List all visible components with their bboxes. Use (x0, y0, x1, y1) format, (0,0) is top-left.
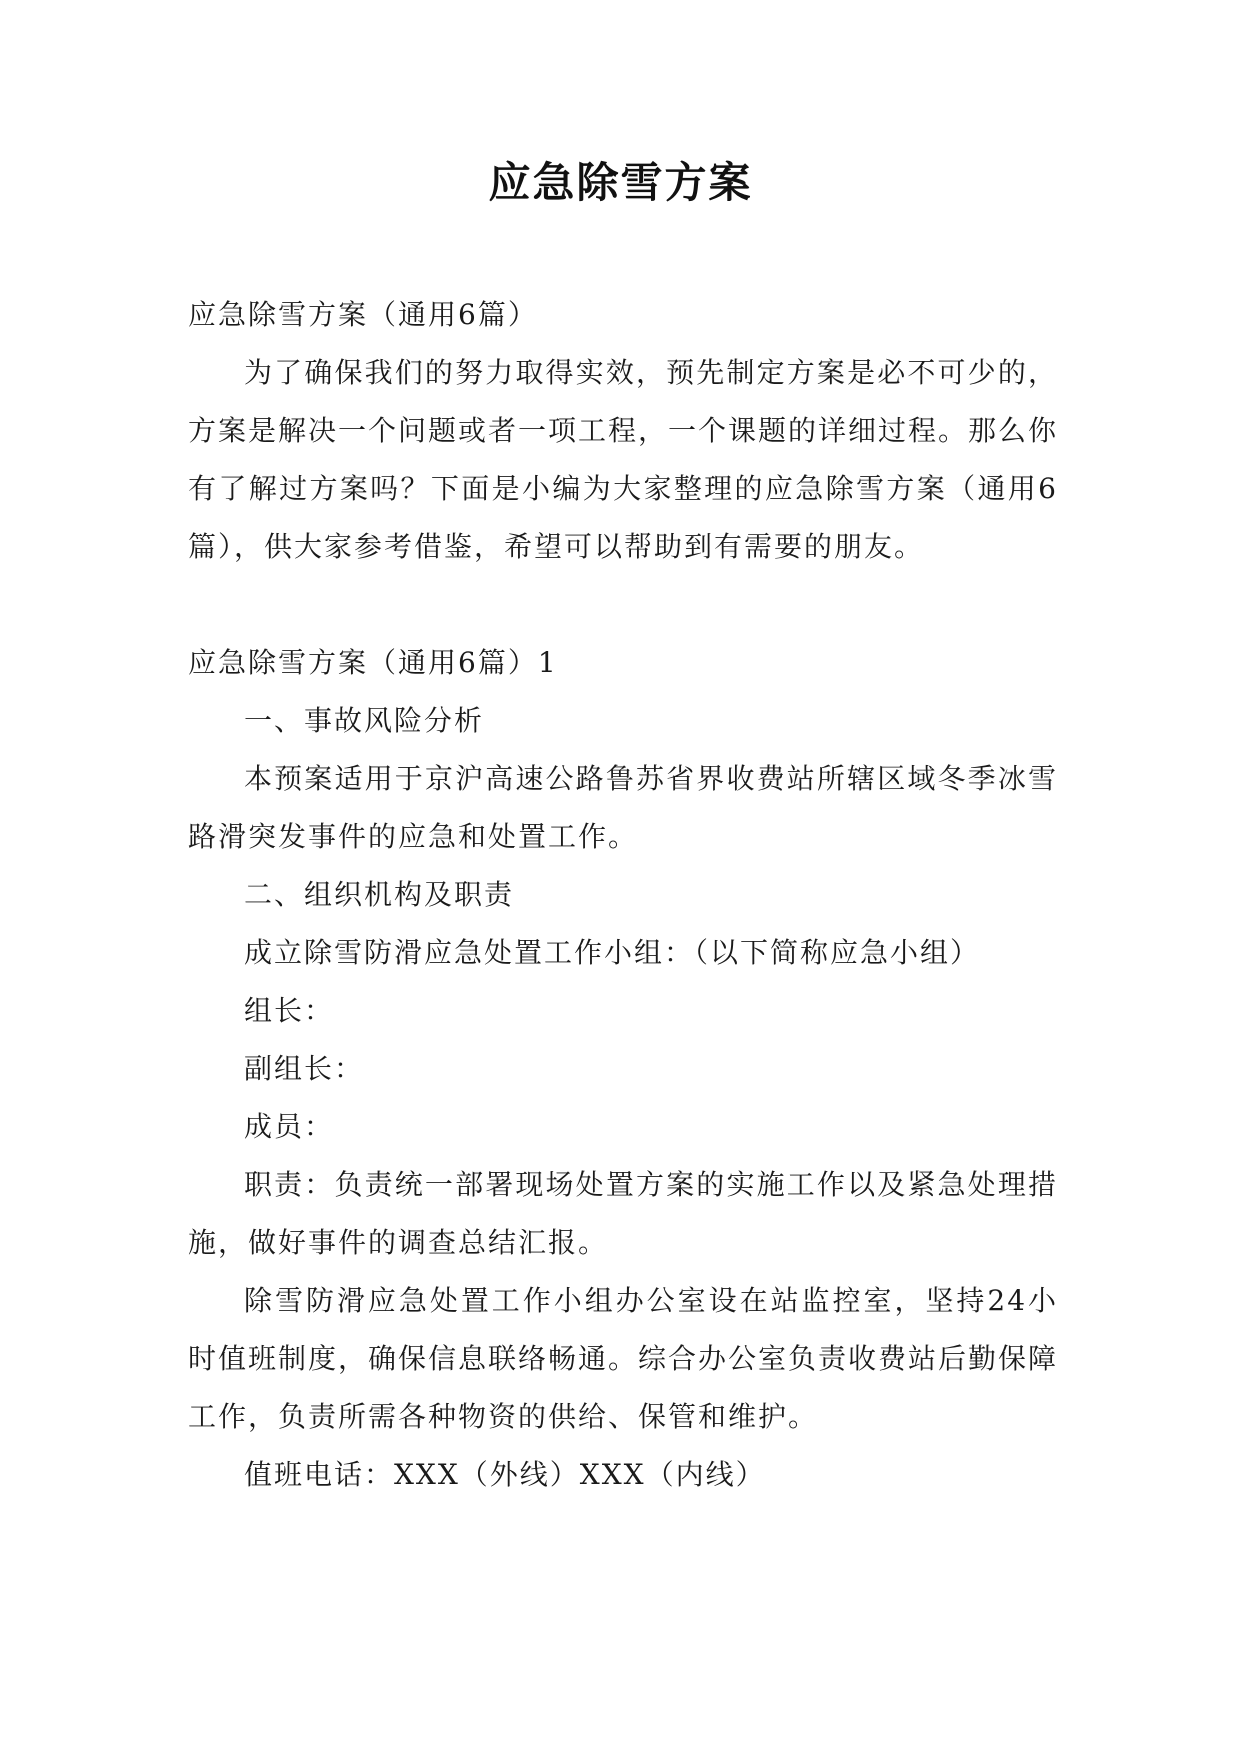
section-heading: 应急除雪方案（通用6篇）1 (188, 646, 558, 679)
document-body (188, 286, 1058, 1504)
duties-paragraph: 职责：负责统一部署现场处置方案的实施工作以及紧急处理措施，做好事件的调查总结汇报。 (188, 1168, 1058, 1259)
paragraph-gap (188, 576, 1058, 634)
organization-heading: 二、组织机构及职责 (244, 878, 515, 911)
deputy-leader-line: 副组长： (244, 1052, 365, 1085)
duty-phone-line: 值班电话：XXX（外线）XXX（内线） (244, 1458, 766, 1491)
leader-line: 组长： (244, 994, 335, 1027)
intro-paragraph: 为了确保我们的努力取得实效，预先制定方案是必不可少的，方案是解决一个问题或者一项工程，一个课题的详细过程。那么你有了解过方案吗？下面是小编为大家整理的应急除雪方案（通用6篇），供大家参考借鉴，希望可以帮助到有需要的朋友。 (188, 356, 1059, 563)
document-subtitle: 应急除雪方案（通用6篇） (188, 298, 538, 331)
scope-paragraph: 本预案适用于京沪高速公路鲁苏省界收费站所辖区域冬季冰雪路滑突发事件的应急和处置工作。 (188, 762, 1058, 853)
office-paragraph: 除雪防滑应急处置工作小组办公室设在站监控室，坚持24小时值班制度，确保信息联络畅通。综合办公室负责收费站后勤保障工作，负责所需各种物资的供给、保管和维护。 (188, 1284, 1059, 1433)
risk-analysis-heading: 一、事故风险分析 (244, 704, 485, 737)
members-line: 成员： (244, 1110, 335, 1143)
document-title: 应急除雪方案 (488, 158, 753, 207)
group-establish-line: 成立除雪防滑应急处置工作小组：（以下简称应急小组） (244, 936, 981, 969)
